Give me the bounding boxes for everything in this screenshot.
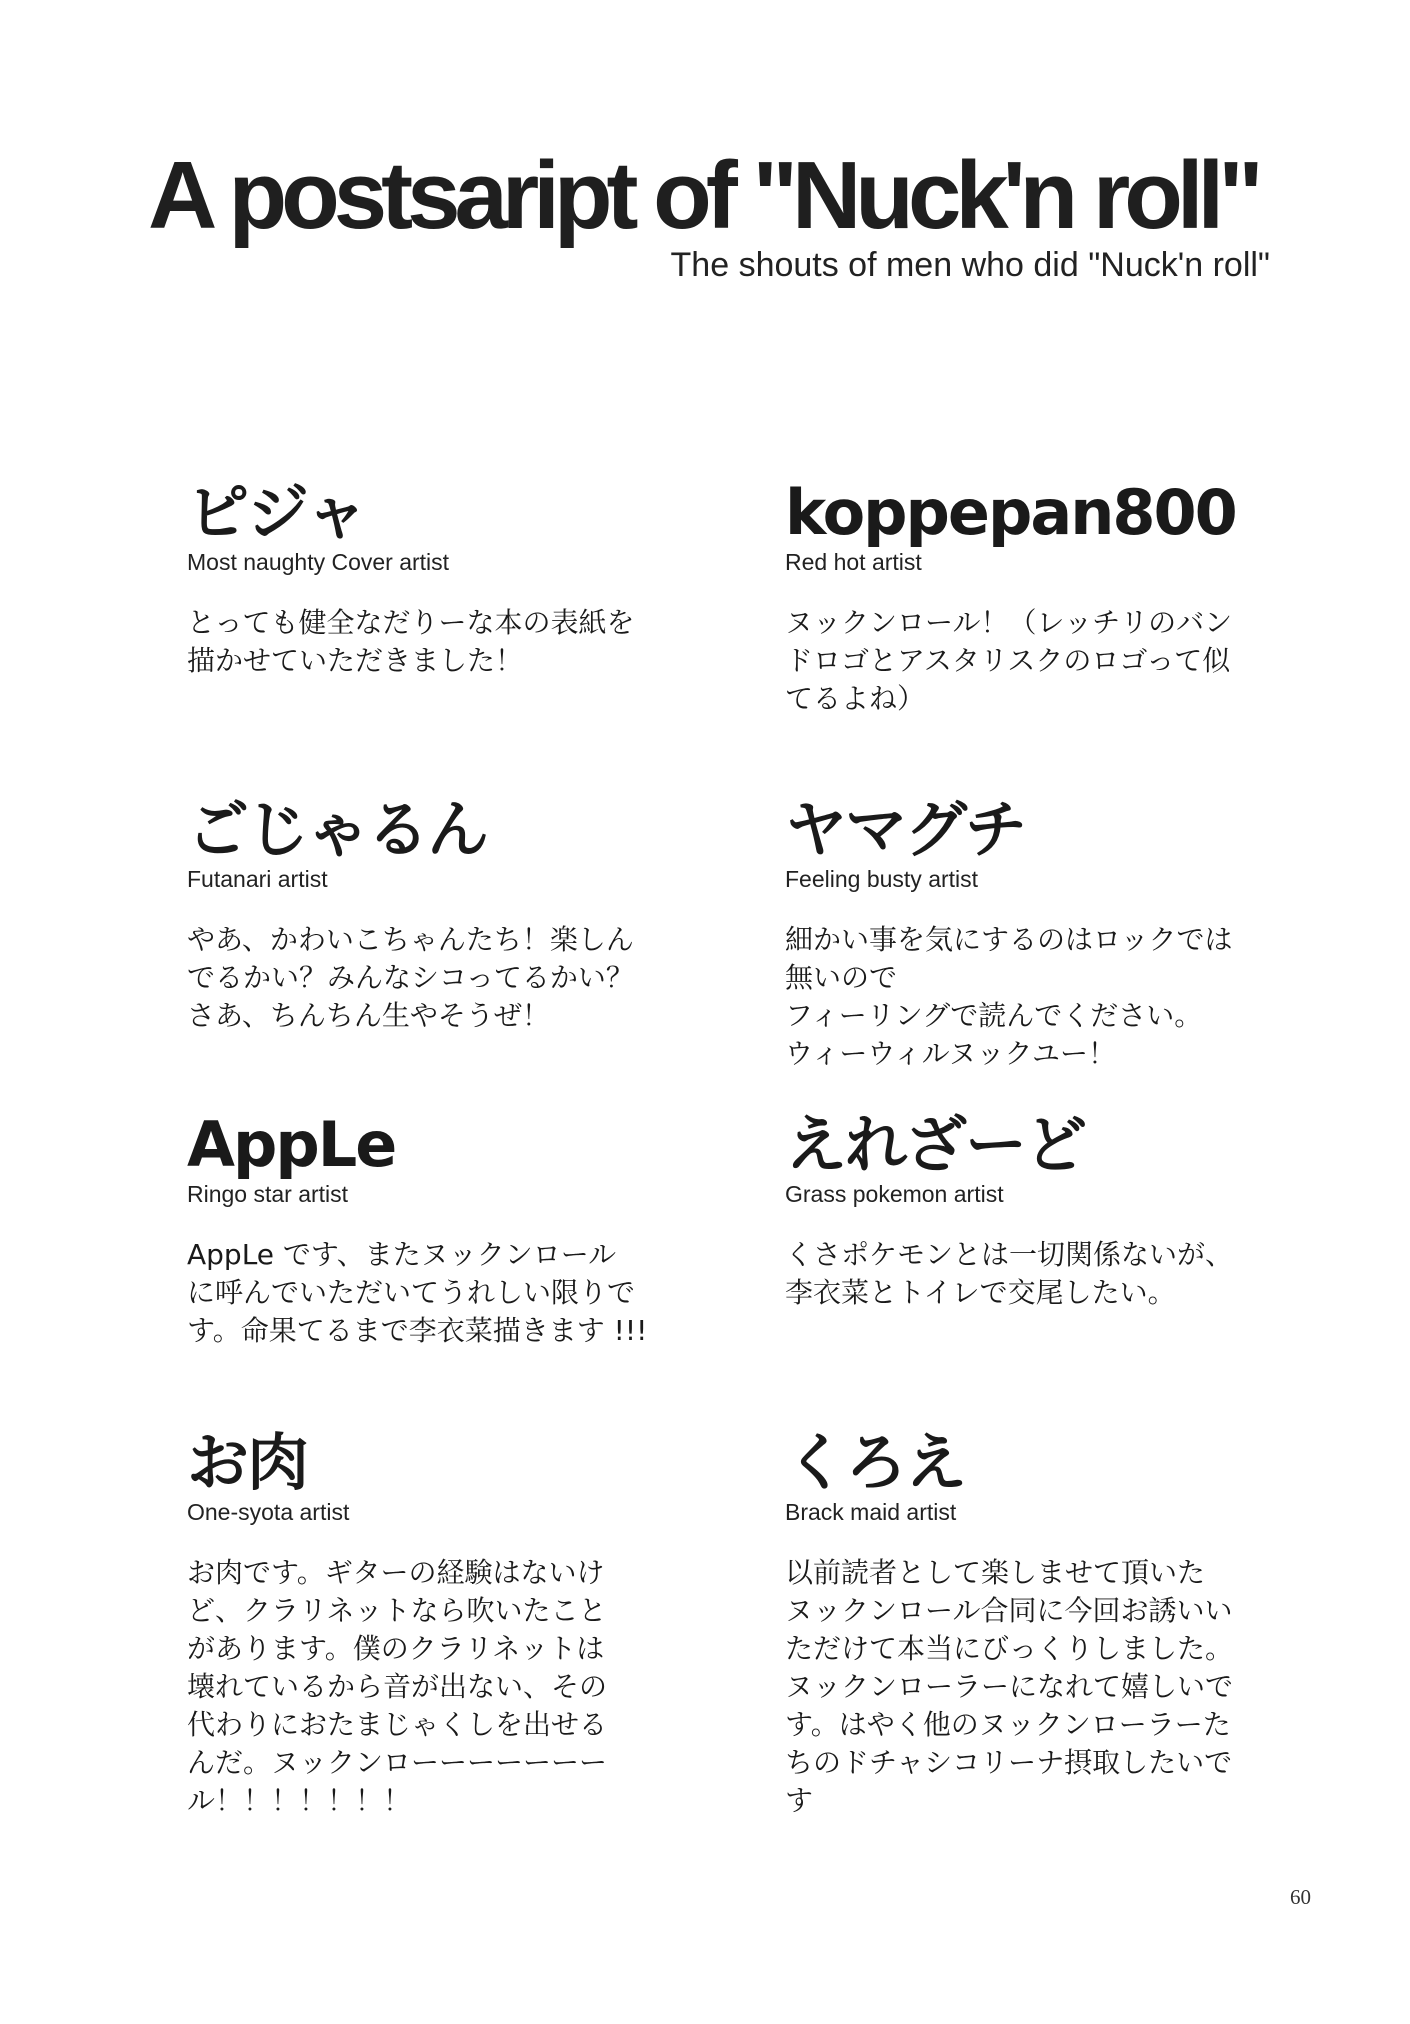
artist-name: ごじゃるん <box>187 793 488 866</box>
artist-entry <box>785 1110 1285 1312</box>
artist-role: Ringo star artist <box>187 1181 349 1207</box>
artist-entry <box>187 478 687 680</box>
artist-role: Red hot artist <box>785 549 922 575</box>
page-number: 60 <box>1290 1885 1311 1909</box>
artist-message: くさポケモンとは一切関係ないが、 李衣菜とトイレで交尾したい。 <box>785 1238 1234 1309</box>
artist-entry <box>785 478 1285 718</box>
page-subtitle: The shouts of men who did "Nuck'n roll" <box>670 246 1270 284</box>
artist-name: ピジャ <box>187 476 366 549</box>
page-title: A postsaript of "Nuck'n roll" <box>148 142 1258 249</box>
artist-role: Futanari artist <box>187 866 328 892</box>
artist-message: とっても健全なだりーな本の表紙を 描かせていただきました！ <box>187 606 635 677</box>
artist-role: Most naughty Cover artist <box>187 549 450 575</box>
artist-name: AppLe <box>187 1108 396 1181</box>
artist-message: やあ、かわいこちゃんたち！楽しん でるかい？みんなシコってるかい？ さあ、ちんちん生やそうぜ！ <box>187 923 634 1032</box>
artist-name: ヤマグチ <box>785 793 1026 866</box>
artist-message: ヌックンロール！（レッチリのバン ドロゴとアスタリスクのロゴって似 てるよね） <box>785 606 1233 715</box>
artist-role: Feeling busty artist <box>785 866 979 892</box>
artist-name: えれざーど <box>785 1108 1086 1181</box>
artist-name: koppepan800 <box>785 476 1236 549</box>
artist-entry <box>785 1428 1285 1820</box>
artist-name: お肉 <box>187 1426 308 1499</box>
artist-role: Brack maid artist <box>785 1499 957 1525</box>
artist-entry <box>187 1110 687 1350</box>
artist-role: One-syota artist <box>187 1499 350 1525</box>
artist-message: AppLe です、またヌックンロール に呼んでいただいてうれしい限りで す。命果てるまで李衣菜描きます !!! <box>187 1238 648 1347</box>
artist-entry <box>187 1428 687 1820</box>
artist-message: お肉です。ギターの経験はないけ ど、クラリネットなら吹いたこと があります。僕のクラリネットは 壊れているから音が出ない、その 代わりにおたまじゃくしを出せる んだ。ヌックンローーーーーーー ル！！！！！！！ <box>187 1556 608 1817</box>
artist-name: くろえ <box>785 1426 966 1499</box>
artist-role: Grass pokemon artist <box>785 1181 1004 1207</box>
artist-message: 細かい事を気にするのはロックでは 無いので フィーリングで読んでください。 ウィーウィルヌックユー！ <box>785 923 1233 1070</box>
artist-entry <box>187 795 687 1035</box>
artist-entry <box>785 795 1285 1073</box>
artist-message: 以前読者として楽しませて頂いた ヌックンロール合同に今回お誘いい ただけて本当にびっくりしました。 ヌックンローラーになれて嬉しいで す。はやく他のヌックンローラーた ちのドチャシコリーナ摂取したいで す <box>785 1556 1234 1817</box>
